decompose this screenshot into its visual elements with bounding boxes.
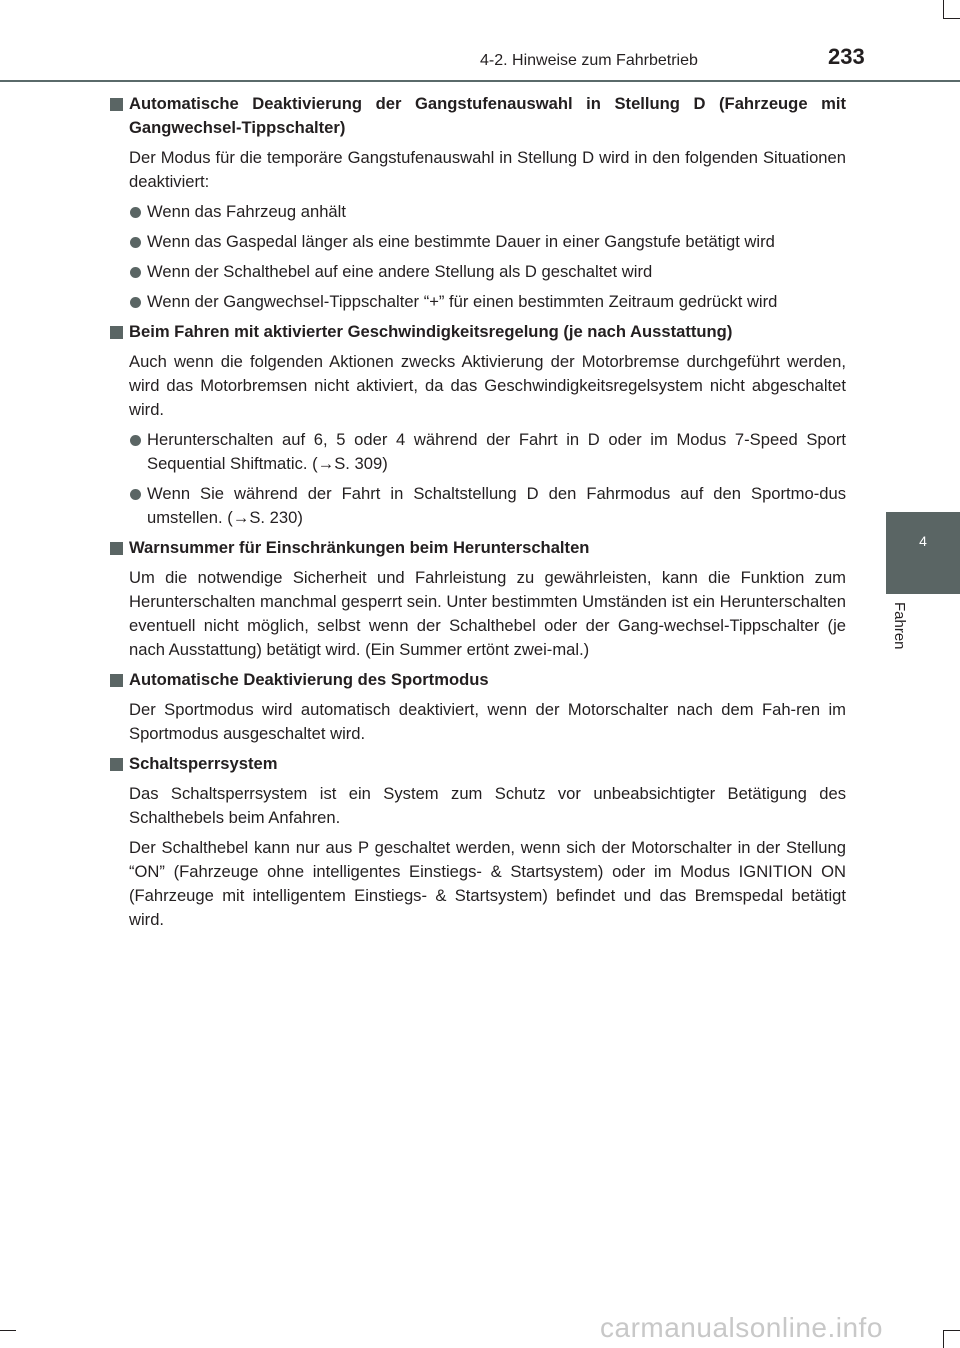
crop-mark [0,1330,16,1331]
body-paragraph: Der Modus für die temporäre Gangstufenauswahl in Stellung D wird in den folgenden Situationen deaktiviert: [129,148,846,191]
circle-bullet-icon [130,489,141,500]
section-cruise-control [110,320,846,530]
body-paragraph: Um die notwendige Sicherheit und Fahrleistung zu gewährleisten, kann die Funktion zum Herunterschalten manchmal gesperrt sein. Unter bestimmten Umständen ist ein Herunterschalten eventuell nicht möglich, selbst wenn der Schalthebel oder der Gang-wechsel-Tippschalter (je nach Ausstattung) betätigt wird. (Ein Summer ertönt zwei-mal.) [129,568,846,659]
crop-mark [943,18,960,19]
body-paragraph: Der Sportmodus wird automatisch deaktiviert, wenn der Motorschalter nach dem Fah-ren im Sportmodus ausgeschaltet wird. [129,700,846,743]
body-paragraph: Der Schalthebel kann nur aus P geschaltet werden, wenn sich der Motorschalter in der Stellung “ON” (Fahrzeuge ohne intelligentes Einstiegs- & Startsystem) oder im Modus IGNITION ON (Fahrzeuge mit intelligentem Einstiegs- & Startsystem) befindet und das Bremspedal betätigt wird. [129,838,846,929]
circle-bullet-icon [130,297,141,308]
page-content [110,92,846,938]
chapter-title: Fahren [891,602,908,650]
chapter-number: 4 [919,533,927,549]
section-heading: Warnsummer für Einschränkungen beim Herunterschalten [110,536,846,560]
crop-mark [943,0,944,18]
section-heading: Schaltsperrsystem [110,752,846,776]
list-item: Wenn der Schalthebel auf eine andere Stellung als D geschaltet wird [110,260,846,284]
list-item: Wenn das Gaspedal länger als eine bestimmte Dauer in einer Gangstufe betätigt wird [110,230,846,254]
chapter-tab [886,512,960,594]
square-bullet-icon [110,326,123,339]
chapter-label-area [886,594,960,664]
section-shift-lock [110,752,846,932]
square-bullet-icon [110,98,123,111]
circle-bullet-icon [130,237,141,248]
list-item: Wenn Sie während der Fahrt in Schaltstellung D den Fahrmodus auf den Sportmo-dus umstellen. (→S. 230) [110,482,846,530]
square-bullet-icon [110,542,123,555]
watermark-url: carmanualsonline.info [600,1312,883,1343]
circle-bullet-icon [130,435,141,446]
section-downshift-buzzer [110,536,846,662]
header-rule [0,80,960,82]
square-bullet-icon [110,758,123,771]
body-paragraph: Das Schaltsperrsystem ist ein System zum Schutz vor unbeabsichtigter Betätigung des Schalthebels beim Anfahren. [129,784,846,827]
running-header-section: 4-2. Hinweise zum Fahrbetrieb [480,52,698,69]
circle-bullet-icon [130,267,141,278]
body-paragraph: Auch wenn die folgenden Aktionen zwecks Aktivierung der Motorbremse durchgeführt werden, wird das Motorbremsen nicht aktiviert, da das Geschwindigkeitsregelsystem nicht abgeschaltet wird. [129,352,846,419]
section-heading: Beim Fahren mit aktivierter Geschwindigkeitsregelung (je nach Ausstattung) [110,320,846,344]
list-item: Herunterschalten auf 6, 5 oder 4 während der Fahrt in D oder im Modus 7-Speed Sport Sequential Shiftmatic. (→S. 309) [110,428,846,476]
page-number: 233 [828,44,865,69]
section-sport-mode [110,668,846,746]
square-bullet-icon [110,674,123,687]
list-item: Wenn der Gangwechsel-Tippschalter “+” für einen bestimmten Zeitraum gedrückt wird [110,290,846,314]
crop-mark [943,1330,960,1331]
section-heading: Automatische Deaktivierung des Sportmodus [110,668,846,692]
section-gear-selection [110,92,846,314]
section-heading: Automatische Deaktivierung der Gangstufenauswahl in Stellung D (Fahrzeuge mit Gangwechsel-Tippschalter) [110,92,846,140]
circle-bullet-icon [130,207,141,218]
list-item: Wenn das Fahrzeug anhält [110,200,846,224]
crop-mark [943,1330,944,1348]
